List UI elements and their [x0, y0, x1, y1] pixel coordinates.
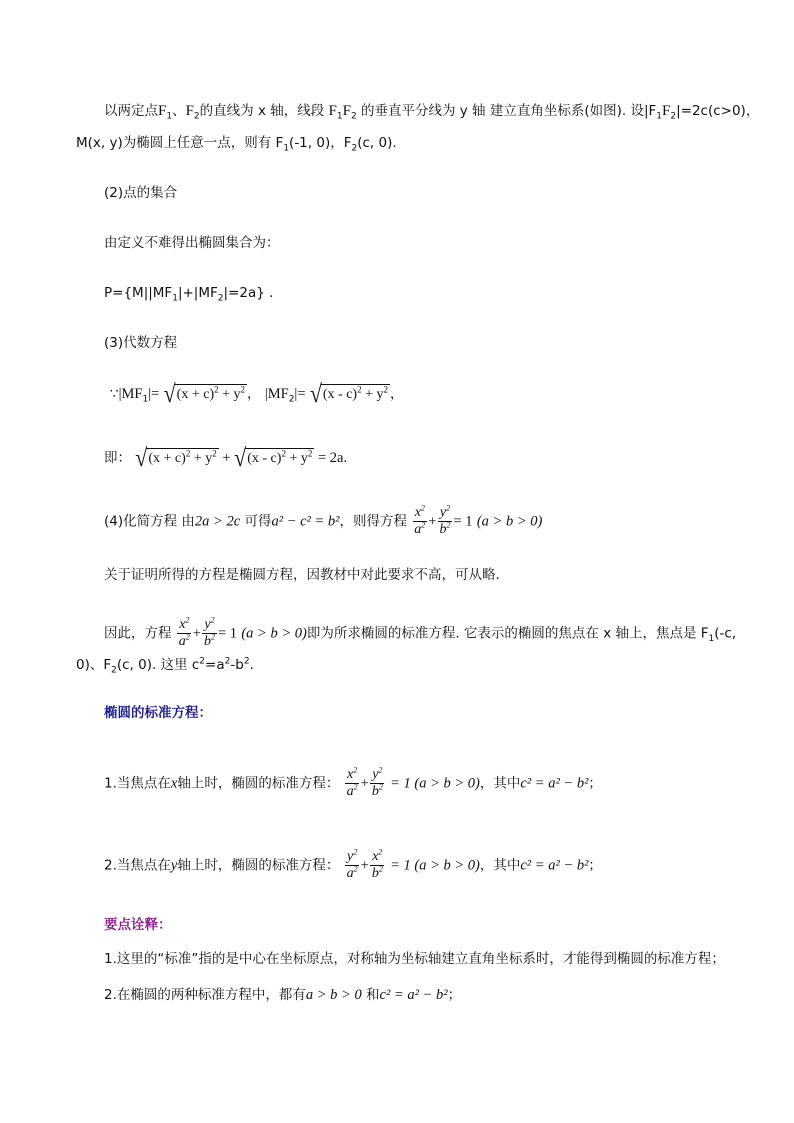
text: 由定义不难得出椭圆集合为： [104, 235, 280, 251]
text: F [185, 103, 194, 119]
text: (3)代数方程 [104, 335, 178, 351]
text: 可得 [240, 513, 272, 530]
because-symbol: ∵ [110, 386, 119, 402]
text: |= [148, 386, 160, 402]
sum-equation [104, 443, 348, 472]
text: + y [190, 451, 213, 466]
text: ，则得方程 [339, 513, 407, 530]
denominator [345, 784, 360, 799]
text: (x + c) [176, 387, 215, 402]
text: (-1, 0)，F [289, 135, 352, 151]
text: a [414, 522, 422, 537]
text: b [371, 784, 379, 799]
section-4-line [104, 503, 543, 537]
intro-line-1 [104, 102, 759, 120]
text: ； [447, 987, 462, 1003]
text: y [347, 849, 354, 864]
text: b [203, 634, 211, 649]
conclusion-line-1 [104, 615, 737, 649]
superscript: 2 [446, 503, 451, 513]
text: a > b > 0 [305, 987, 362, 1003]
text: + y [361, 387, 384, 402]
text: ， [247, 386, 261, 402]
standard-equation-heading [104, 704, 212, 722]
text: x [414, 505, 421, 520]
superscript: 2 [214, 384, 219, 395]
text: F [342, 103, 351, 119]
text: P={M||MF [104, 285, 173, 301]
section-3-title [104, 334, 177, 352]
text: =a [205, 657, 225, 673]
subscript: 1 [283, 143, 290, 154]
superscript: 2 [383, 384, 388, 395]
fraction-x2-a2 [412, 503, 427, 537]
subscript: 2 [350, 111, 357, 122]
text: + [428, 513, 437, 530]
subscript: 2 [193, 111, 200, 122]
text: 1.当焦点在 [104, 775, 171, 792]
text: 的直线为 x 轴，线段 [199, 103, 329, 119]
superscript: 2 [357, 384, 362, 395]
text: 关于证明所得的方程是椭圆方程，因教材中对此要求不高，可从略. [104, 567, 500, 583]
text: 以两定点 [104, 103, 158, 119]
radical-sign: √ [135, 443, 148, 472]
superscript: 2 [353, 864, 358, 874]
text: |MF [118, 386, 143, 402]
standard-equation-x-axis [104, 765, 602, 799]
text: 轴上时，椭圆的标准方程： [177, 857, 340, 874]
text: M(x, y)为椭圆上任意一点，则有 F [76, 135, 284, 151]
text: a [346, 866, 354, 881]
section-2-title [104, 184, 177, 202]
subscript: 2 [111, 665, 117, 676]
text: . [249, 657, 254, 673]
fraction-x2-a2 [345, 765, 360, 799]
superscript: 2 [421, 520, 426, 530]
text: a [178, 634, 186, 649]
radical-sign: √ [234, 443, 247, 472]
text: 即： [104, 450, 131, 466]
text: = 2a. [314, 450, 348, 466]
text: ； [588, 857, 602, 874]
standard-equation-y-axis [104, 847, 602, 881]
superscript: 2 [353, 765, 358, 775]
text: (x - c) [247, 451, 282, 466]
fraction-y2-a2 [345, 847, 360, 881]
set-expression [104, 284, 273, 302]
subscript: 2 [217, 293, 224, 304]
subscript: 2 [351, 143, 358, 154]
superscript: 2 [224, 656, 231, 667]
sqrt-mf2 [309, 379, 390, 408]
text: ， [390, 386, 404, 402]
text: (x - c) [322, 387, 358, 402]
key-point-2 [104, 986, 461, 1004]
superscript: 2 [353, 782, 358, 792]
fraction-y2-b2 [437, 503, 452, 537]
text: x [372, 849, 379, 864]
superscript: 2 [446, 520, 451, 530]
fraction-y2-b2 [202, 615, 217, 649]
subscript: 1 [708, 634, 715, 645]
section-2-text [104, 234, 280, 252]
superscript: 2 [212, 448, 217, 459]
text: |= [294, 386, 306, 402]
text: 即为所求椭圆的标准方程. 它表示的椭圆的焦点在 x 轴上，焦点是 F [306, 625, 709, 642]
text: ，其中 [479, 775, 521, 792]
subscript: 1 [166, 111, 173, 122]
superscript: 2 [281, 448, 286, 459]
distance-formulas [110, 379, 404, 408]
superscript: 2 [378, 765, 383, 775]
text: F [662, 103, 671, 119]
radicand [175, 384, 247, 404]
text: 要点诠释： [104, 917, 172, 933]
subscript: 2 [288, 394, 295, 405]
superscript: 2 [378, 864, 383, 874]
superscript: 2 [185, 448, 191, 459]
text: a [346, 784, 354, 799]
text: x [179, 617, 186, 632]
radical-sign: √ [163, 379, 176, 408]
denominator [345, 866, 360, 881]
text: |MF [264, 386, 289, 402]
text: |=2c(c>0)， [676, 103, 760, 119]
text: c² = a² − b² [379, 987, 448, 1003]
denominator [370, 784, 385, 799]
text: x [347, 767, 354, 782]
text: + y [218, 387, 241, 402]
text: 0)、F [76, 657, 112, 673]
text: 因此，方程 [104, 625, 172, 642]
superscript: 2 [420, 503, 425, 513]
key-points-heading [104, 916, 172, 934]
text: b [371, 866, 379, 881]
sqrt-mf1 [163, 379, 247, 408]
text: F [328, 103, 337, 119]
text: (c, 0). [357, 135, 397, 151]
text: (4)化简方程 由 [104, 513, 195, 530]
text: (x + c) [148, 451, 186, 466]
fraction-x2-b2 [370, 847, 385, 881]
conclusion-line-2 [76, 656, 254, 674]
denominator [202, 634, 217, 649]
text: (-c, [714, 625, 737, 642]
text: -b [230, 657, 244, 673]
note-line [104, 566, 500, 584]
text: + y [285, 451, 308, 466]
fraction-y2-b2 [370, 765, 385, 799]
fraction-x2-a2 [177, 615, 192, 649]
text: b [439, 522, 447, 537]
superscript: 2 [185, 632, 190, 642]
text: (c, 0). 这里 c [116, 657, 200, 673]
denominator [412, 522, 427, 537]
text: |=2a} . [223, 285, 274, 301]
text: 的垂直平分线为 y 轴 建立直角坐标系(如图). 设|F [356, 103, 657, 119]
text: = 1 (a > b > 0) [390, 775, 480, 792]
text: = 1 (a > b > 0) [390, 857, 480, 874]
text: y [372, 767, 379, 782]
subscript: 2 [670, 111, 677, 122]
superscript: 2 [199, 656, 206, 667]
sqrt-left [135, 443, 218, 472]
text: y [204, 617, 211, 632]
text: (a > b > 0) [476, 513, 543, 530]
denominator [177, 634, 192, 649]
text: 2.在椭圆的两种标准方程中，都有 [104, 987, 306, 1003]
text: (2)点的集合 [104, 185, 178, 201]
denominator [370, 866, 385, 881]
text: 和 [361, 987, 380, 1003]
text: c² = a² − b² [520, 857, 589, 874]
superscript: 2 [185, 615, 190, 625]
intro-line-2 [76, 134, 397, 152]
text: + [218, 450, 235, 466]
radicand [321, 384, 390, 404]
text: a² − c² = b² [271, 513, 340, 530]
text: 1.这里的“标准”指的是中心在坐标原点，对称轴为坐标轴建立直角坐标系时，才能得到椭圆的标准方程； [104, 951, 725, 967]
text: c² = a² − b² [520, 775, 589, 792]
text: ； [588, 775, 602, 792]
superscript: 2 [353, 847, 358, 857]
superscript: 2 [307, 448, 313, 459]
text: y [439, 505, 447, 520]
text: + [360, 857, 369, 874]
superscript: 2 [378, 782, 383, 792]
radicand [146, 448, 218, 468]
denominator [437, 522, 452, 537]
text: x [170, 775, 178, 792]
superscript: 2 [210, 615, 215, 625]
text: y [170, 857, 178, 874]
text: 2.当焦点在 [104, 857, 171, 874]
subscript: 1 [142, 394, 149, 405]
text: 轴上时，椭圆的标准方程： [177, 775, 340, 792]
subscript: 1 [336, 111, 343, 122]
text: + [360, 775, 369, 792]
superscript: 2 [243, 656, 250, 667]
sqrt-right [234, 443, 314, 472]
key-point-1 [104, 950, 725, 968]
radical-sign: √ [309, 379, 322, 408]
subscript: 1 [656, 111, 663, 122]
text: = 1 [453, 513, 473, 530]
text: = 1 [217, 625, 238, 642]
text: 、 [172, 103, 186, 119]
text: ，其中 [479, 857, 521, 874]
text: + [192, 625, 201, 642]
subscript: 1 [172, 293, 178, 304]
superscript: 2 [210, 632, 215, 642]
superscript: 2 [240, 384, 246, 395]
text: 椭圆的标准方程： [104, 705, 212, 721]
text: F [158, 103, 167, 119]
radicand [245, 448, 314, 468]
text: 2a > 2c [194, 513, 241, 530]
text: |+|MF [177, 285, 218, 301]
superscript: 2 [378, 847, 383, 857]
text: (a > b > 0) [241, 625, 307, 642]
